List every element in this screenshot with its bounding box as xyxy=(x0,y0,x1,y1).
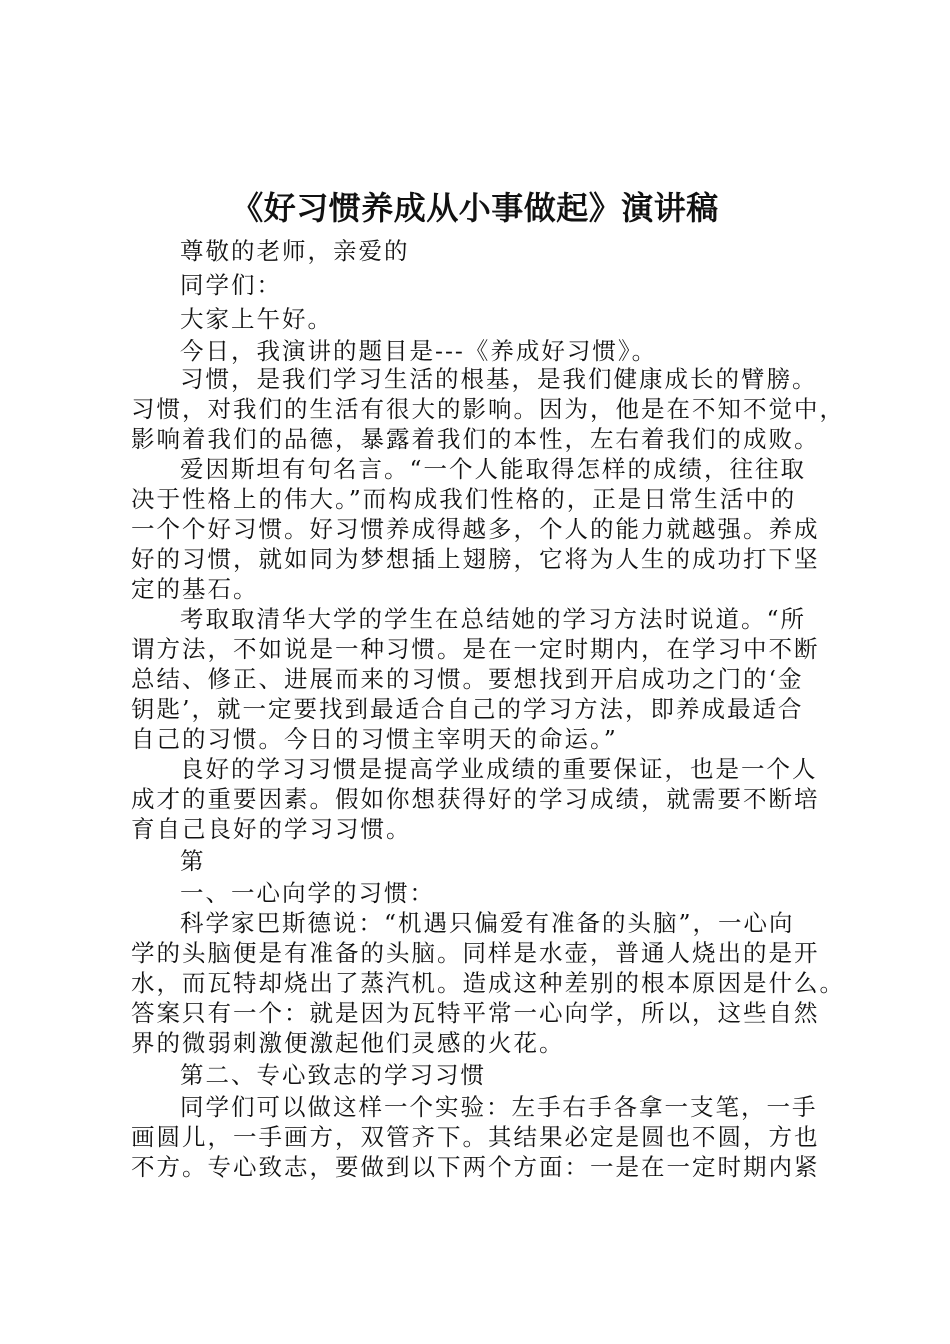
text-line: 习惯，对我们的生活有很大的影响。因为，他是在不知不觉中， xyxy=(131,395,845,423)
text-line: 一、一心向学的习惯： xyxy=(180,879,435,907)
text-line: 育自己良好的学习习惯。 xyxy=(131,815,412,843)
text-line: 钥匙’，就一定要找到最适合自己的学习方法，即养成最适合 xyxy=(131,695,804,723)
text-line: 好的习惯，就如同为梦想插上翅膀，它将为人生的成功打下坚 xyxy=(131,545,820,573)
text-line: 考取取清华大学的学生在总结她的学习方法时说道。“所 xyxy=(180,605,807,633)
text-line: 今日，我演讲的题目是---《养成好习惯》。 xyxy=(180,337,658,365)
text-line: 同学们可以做这样一个实验：左手右手各拿一支笔，一手 xyxy=(180,1093,818,1121)
text-line: 界的微弱刺激便激起他们灵感的火花。 xyxy=(131,1029,565,1057)
text-line: 影响着我们的品德，暴露着我们的本性，左右着我们的成败。 xyxy=(131,425,820,453)
text-line: 第二、专心致志的学习习惯 xyxy=(180,1061,486,1089)
text-line: 画圆儿，一手画方，双管齐下。其结果必定是圆也不圆，方也 xyxy=(131,1123,820,1151)
text-line: 一个个好习惯。好习惯养成得越多，个人的能力就越强。养成 xyxy=(131,515,820,543)
text-line: 定的基石。 xyxy=(131,575,259,603)
text-line: 良好的学习习惯是提高学业成绩的重要保证，也是一个人 xyxy=(180,755,818,783)
text-line: 习惯，是我们学习生活的根基，是我们健康成长的臂膀。 xyxy=(180,365,818,393)
text-line: 同学们： xyxy=(180,271,282,299)
text-line: 爱因斯坦有句名言。“一个人能取得怎样的成绩，往往取 xyxy=(180,455,807,483)
document-title: 《好习惯养成从小事做起》演讲稿 xyxy=(231,189,719,227)
text-line: 总结、修正、进展而来的习惯。要想找到开启成功之门的‘金 xyxy=(131,665,804,693)
text-line: 学的头脑便是有准备的头脑。同样是水壶，普通人烧出的是开 xyxy=(131,939,820,967)
text-line: 自己的习惯。今日的习惯主宰明天的命运。” xyxy=(131,725,618,753)
text-line: 成才的重要因素。假如你想获得好的学习成绩，就需要不断培 xyxy=(131,785,820,813)
text-line: 水，而瓦特却烧出了蒸汽机。造成这种差别的根本原因是什么。 xyxy=(131,969,845,997)
text-line: 答案只有一个：就是因为瓦特平常一心向学，所以，这些自然 xyxy=(131,999,820,1027)
text-line: 第 xyxy=(180,847,206,875)
text-line: 谓方法，不如说是一种习惯。是在一定时期内，在学习中不断 xyxy=(131,635,820,663)
text-line: 决于性格上的伟大。”而构成我们性格的，正是日常生活中的 xyxy=(131,485,797,513)
text-line: 大家上午好。 xyxy=(180,305,333,333)
text-line: 科学家巴斯德说：“机遇只偏爱有准备的头脑”，一心向 xyxy=(180,909,795,937)
text-line: 不方。专心致志，要做到以下两个方面：一是在一定时期内紧 xyxy=(131,1153,820,1181)
text-line: 尊敬的老师，亲爱的 xyxy=(180,237,410,265)
